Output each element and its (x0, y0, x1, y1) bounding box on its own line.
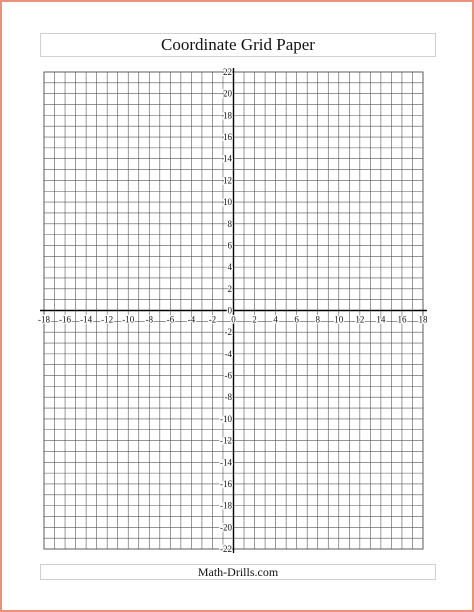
y-tick-label: 20 (223, 88, 232, 99)
x-tick-label: -8 (145, 314, 154, 325)
x-tick-label: 10 (334, 314, 344, 325)
x-tick-label: -16 (59, 314, 72, 325)
x-tick-label: -10 (122, 314, 135, 325)
y-tick-label: 18 (223, 110, 232, 121)
x-tick-label: -6 (166, 314, 175, 325)
x-tick-label: -2 (208, 314, 217, 325)
y-tick-label: 8 (227, 218, 232, 229)
x-tick-label: -12 (101, 314, 114, 325)
y-tick-label: -22 (220, 544, 232, 554)
y-tick-label: 14 (223, 153, 232, 164)
y-tick-label: 22 (223, 67, 232, 77)
y-tick-label: -10 (220, 413, 232, 424)
x-tick-label: 0 (231, 314, 236, 325)
x-tick-label: 12 (355, 314, 365, 325)
x-tick-label: -14 (80, 314, 93, 325)
page-title: Coordinate Grid Paper (40, 33, 436, 57)
y-tick-label: -20 (220, 522, 232, 533)
y-tick-label: 6 (227, 240, 232, 251)
axes (40, 68, 427, 553)
y-tick-label: -18 (220, 500, 232, 511)
y-tick-label: 16 (223, 132, 232, 143)
x-tick-label: 6 (294, 314, 299, 325)
y-tick-label: -8 (224, 392, 232, 403)
y-tick-label: -6 (224, 370, 232, 381)
y-tick-label: -14 (220, 457, 232, 468)
x-tick-label: 4 (273, 314, 278, 325)
y-tick-label: -4 (224, 348, 232, 359)
x-tick-label: 14 (376, 314, 386, 325)
y-tick-label: -2 (224, 327, 232, 338)
x-tick-label: -18 (38, 314, 50, 325)
y-tick-label: -16 (220, 478, 232, 489)
y-tick-label: 0 (227, 305, 232, 316)
y-tick-label: 12 (223, 175, 232, 186)
y-tick-label: 10 (223, 197, 232, 208)
x-tick-label: 16 (397, 314, 407, 325)
footer-credit: Math-Drills.com (40, 564, 436, 580)
x-tick-label: -4 (187, 314, 196, 325)
y-tick-label: -12 (220, 435, 232, 446)
y-tick-label: 2 (227, 283, 232, 294)
x-tick-label: 18 (418, 314, 428, 325)
y-tick-label: 4 (227, 262, 232, 273)
x-tick-label: 2 (252, 314, 257, 325)
x-tick-label: 8 (315, 314, 320, 325)
